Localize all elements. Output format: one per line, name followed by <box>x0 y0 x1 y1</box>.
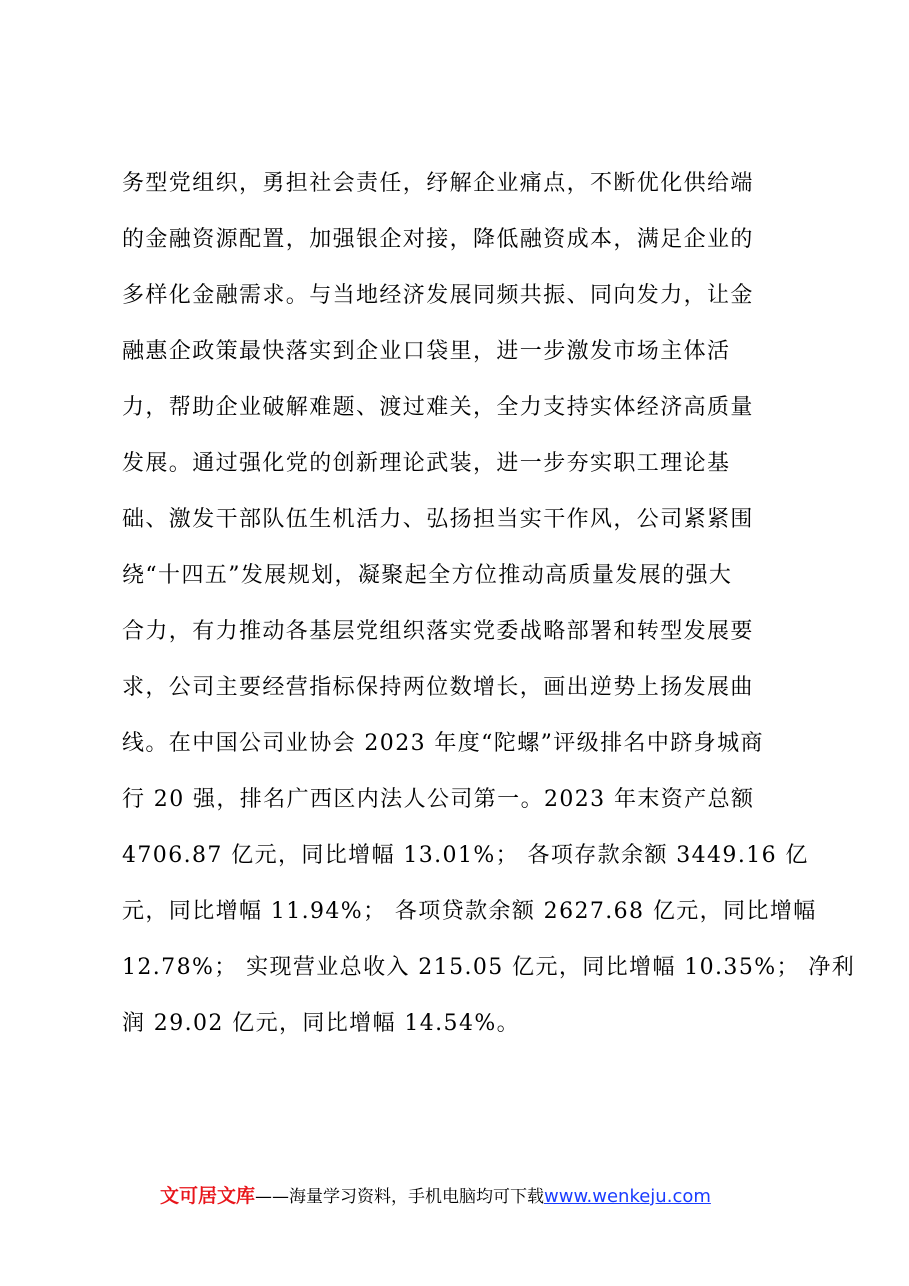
body-text-line: 务型党组织，勇担社会责任，纾解企业痛点，不断优化供给端 <box>122 171 754 196</box>
body-text-line: 发展。通过强化党的创新理论武装，进一步夯实职工理论基 <box>122 451 731 476</box>
body-text-line: 行 20 强，排名广西区内法人公司第一。2023 年末资产总额 <box>122 787 755 812</box>
body-text-line: 融惠企政策最快落实到企业口袋里，进一步激发市场主体活 <box>122 339 731 364</box>
footer-url-link[interactable]: www.wenkeju.com <box>544 1186 711 1207</box>
body-text-line: 合力，有力推动各基层党组织落实党委战略部署和转型发展要 <box>122 619 754 644</box>
body-text-line: 绕“十四五”发展规划，凝聚起全方位推动高质量发展的强大 <box>122 563 733 588</box>
body-text-line: 求，公司主要经营指标保持两位数增长，画出逆势上扬发展曲 <box>122 675 754 700</box>
body-text-line: 线。在中国公司业协会 2023 年度“陀螺”评级排名中跻身城商 <box>122 731 764 756</box>
body-text-line: 力，帮助企业破解难题、渡过难关，全力支持实体经济高质量 <box>122 395 754 420</box>
body-text-line: 多样化金融需求。与当地经济发展同频共振、同向发力，让金 <box>122 283 754 308</box>
footer-brand: 文可居文库 <box>160 1185 256 1207</box>
body-text-line: 12.78%； 实现营业总收入 215.05 亿元，同比增幅 10.35%； 净利 <box>122 955 856 980</box>
footer-tagline: ——海量学习资料，手机电脑均可下载 <box>255 1187 545 1207</box>
body-text-line: 元，同比增幅 11.94%； 各项贷款余额 2627.68 亿元，同比增幅 <box>122 899 817 924</box>
body-text-line: 4706.87 亿元，同比增幅 13.01%； 各项存款余额 3449.16 亿 <box>122 843 809 868</box>
body-text-line: 的金融资源配置，加强银企对接，降低融资成本，满足企业的 <box>122 227 754 252</box>
body-text-line: 润 29.02 亿元，同比增幅 14.54%。 <box>122 1011 521 1036</box>
body-text-line: 础、激发干部队伍生机活力、弘扬担当实干作风，公司紧紧围 <box>122 507 754 532</box>
footer-banner <box>160 1183 711 1210</box>
